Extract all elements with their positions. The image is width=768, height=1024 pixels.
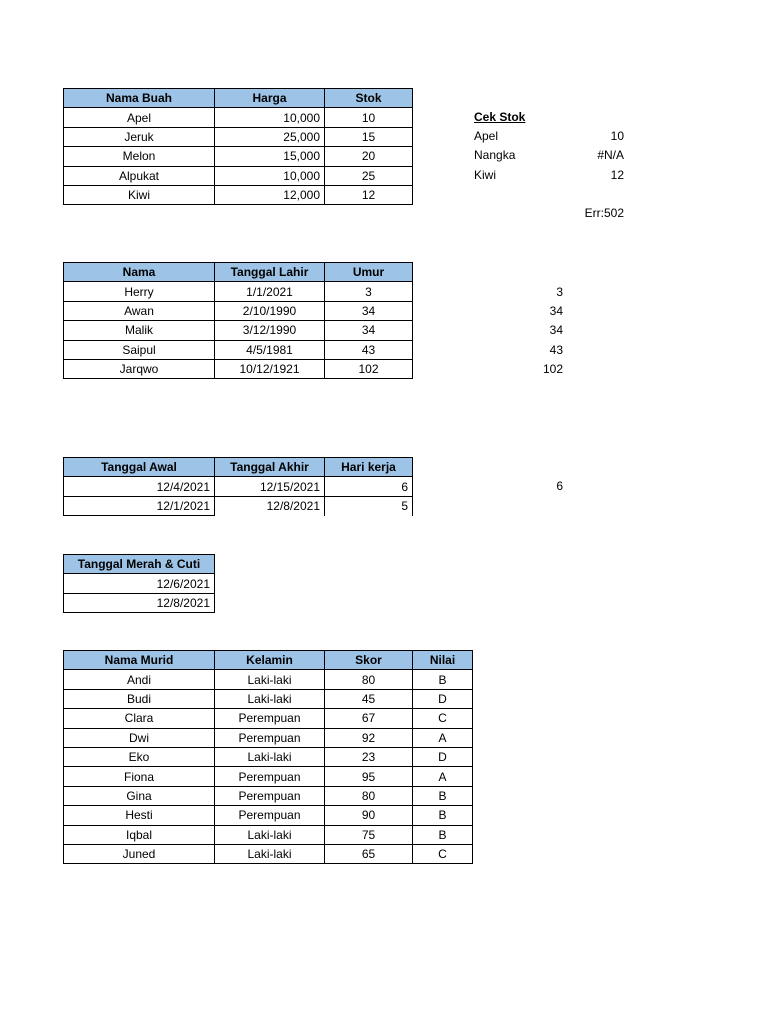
fruit-name-cell[interactable]: Alpukat [64, 166, 215, 185]
table-row [64, 321, 413, 340]
person-name-cell[interactable]: Saipul [64, 340, 215, 359]
cek-stok-item[interactable]: Nangka [474, 148, 516, 162]
fruit-header-name[interactable]: Nama Buah [64, 89, 215, 108]
cek-stok-item[interactable]: Apel [474, 129, 499, 143]
fruit-name-cell[interactable]: Apel [64, 108, 215, 127]
person-name-cell[interactable]: Malik [64, 321, 215, 340]
age-side-value[interactable]: 34 [549, 304, 563, 318]
table-row [64, 689, 473, 708]
workdays-header-count[interactable]: Hari kerja [325, 458, 413, 477]
table-row [64, 282, 413, 301]
student-score-cell[interactable]: 80 [325, 670, 413, 689]
table-row [64, 185, 413, 204]
age-cell[interactable]: 3 [325, 282, 413, 301]
student-grade-cell[interactable]: D [413, 747, 473, 766]
table-row [64, 301, 413, 320]
table-row [64, 574, 215, 593]
age-header-name[interactable]: Nama [64, 263, 215, 282]
fruit-price-cell[interactable]: 10,000 [215, 166, 325, 185]
table-row [64, 166, 413, 185]
student-name-cell[interactable]: Andi [64, 670, 215, 689]
birthdate-cell[interactable]: 10/12/1921 [215, 359, 325, 378]
cek-stok-value[interactable]: 10 [610, 129, 624, 143]
birthdate-cell[interactable]: 3/12/1990 [215, 321, 325, 340]
student-name-cell[interactable]: Hesti [64, 806, 215, 825]
end-date-cell[interactable]: 12/8/2021 [215, 496, 325, 515]
student-score-cell[interactable]: 65 [325, 844, 413, 863]
workdays-side-value[interactable]: 6 [556, 479, 563, 493]
age-header-row [64, 263, 413, 282]
table-row [64, 108, 413, 127]
age-side-value[interactable]: 43 [549, 343, 563, 357]
student-name-cell[interactable]: Juned [64, 844, 215, 863]
table-row [64, 477, 413, 496]
birthdate-cell[interactable]: 1/1/2021 [215, 282, 325, 301]
table-row [64, 786, 473, 805]
workdays-header-row [64, 458, 413, 477]
student-gender-cell[interactable]: Laki-laki [215, 747, 325, 766]
age-cell[interactable]: 34 [325, 321, 413, 340]
table-row [64, 340, 413, 359]
student-header-name[interactable]: Nama Murid [64, 651, 215, 670]
workdays-count-cell[interactable]: 5 [325, 496, 413, 515]
fruit-name-cell[interactable]: Melon [64, 147, 215, 166]
cek-stok-value[interactable]: #N/A [597, 148, 624, 162]
fruit-name-cell[interactable]: Kiwi [64, 185, 215, 204]
student-gender-cell[interactable]: Perempuan [215, 728, 325, 747]
table-row [64, 844, 473, 863]
holiday-date-cell[interactable]: 12/6/2021 [64, 574, 215, 593]
table-row [64, 593, 215, 612]
table-row [64, 709, 473, 728]
fruit-header-stock[interactable]: Stok [325, 89, 413, 108]
age-header-birthdate[interactable]: Tanggal Lahir [215, 263, 325, 282]
fruit-name-cell[interactable]: Jeruk [64, 127, 215, 146]
student-score-cell[interactable]: 90 [325, 806, 413, 825]
table-row [64, 767, 473, 786]
student-grade-cell[interactable]: A [413, 767, 473, 786]
age-side-value[interactable]: 34 [549, 323, 563, 337]
student-name-cell[interactable]: Clara [64, 709, 215, 728]
birthdate-cell[interactable]: 4/5/1981 [215, 340, 325, 359]
person-name-cell[interactable]: Herry [64, 282, 215, 301]
student-grade-cell[interactable]: D [413, 689, 473, 708]
workdays-table [63, 457, 413, 516]
table-row [64, 670, 473, 689]
student-grade-cell[interactable]: A [413, 728, 473, 747]
age-cell[interactable]: 102 [325, 359, 413, 378]
fruit-price-cell[interactable]: 25,000 [215, 127, 325, 146]
holiday-header-row [64, 555, 215, 574]
student-gender-cell[interactable]: Laki-laki [215, 689, 325, 708]
table-row [64, 147, 413, 166]
holiday-table [63, 554, 215, 613]
student-name-cell[interactable]: Gina [64, 786, 215, 805]
table-row [64, 496, 413, 515]
cek-stok-item[interactable]: Kiwi [474, 168, 497, 182]
fruit-header-row [64, 89, 413, 108]
student-score-cell[interactable]: 80 [325, 786, 413, 805]
age-cell[interactable]: 43 [325, 340, 413, 359]
holiday-header[interactable]: Tanggal Merah & Cuti [64, 555, 215, 574]
age-header-age[interactable]: Umur [325, 263, 413, 282]
student-table [63, 650, 473, 864]
student-name-cell[interactable]: Budi [64, 689, 215, 708]
student-gender-cell[interactable]: Perempuan [215, 709, 325, 728]
age-side-value[interactable]: 102 [542, 362, 563, 376]
student-grade-cell[interactable]: C [413, 709, 473, 728]
student-name-cell[interactable]: Fiona [64, 767, 215, 786]
student-gender-cell[interactable]: Perempuan [215, 806, 325, 825]
student-score-cell[interactable]: 67 [325, 709, 413, 728]
workdays-header-start[interactable]: Tanggal Awal [64, 458, 215, 477]
student-score-cell[interactable]: 92 [325, 728, 413, 747]
student-gender-cell[interactable]: Perempuan [215, 767, 325, 786]
student-grade-cell[interactable]: B [413, 806, 473, 825]
table-row [64, 728, 473, 747]
start-date-cell[interactable]: 12/1/2021 [64, 496, 215, 515]
fruit-stock-cell[interactable]: 25 [325, 166, 413, 185]
cek-stok-title[interactable]: Cek Stok [474, 110, 526, 124]
age-side-value[interactable]: 3 [556, 285, 563, 299]
workdays-count-cell[interactable]: 6 [325, 477, 413, 496]
age-cell[interactable]: 34 [325, 301, 413, 320]
age-table [63, 262, 413, 379]
table-row [64, 806, 473, 825]
student-score-cell[interactable]: 45 [325, 689, 413, 708]
fruit-table [63, 88, 413, 205]
start-date-cell[interactable]: 12/4/2021 [64, 477, 215, 496]
student-gender-cell[interactable]: Perempuan [215, 786, 325, 805]
fruit-stock-cell[interactable]: 20 [325, 147, 413, 166]
person-name-cell[interactable]: Jarqwo [64, 359, 215, 378]
student-header-row [64, 651, 473, 670]
table-row [64, 359, 413, 378]
student-gender-cell[interactable]: Laki-laki [215, 670, 325, 689]
student-score-cell[interactable]: 23 [325, 747, 413, 766]
fruit-price-cell[interactable]: 15,000 [215, 147, 325, 166]
birthdate-cell[interactable]: 2/10/1990 [215, 301, 325, 320]
fruit-stock-cell[interactable]: 15 [325, 127, 413, 146]
cek-stok-value[interactable]: 12 [610, 168, 624, 182]
holiday-date-cell[interactable]: 12/8/2021 [64, 593, 215, 612]
table-row [64, 825, 473, 844]
student-grade-cell[interactable]: B [413, 825, 473, 844]
student-header-score[interactable]: Skor [325, 651, 413, 670]
workdays-header-end[interactable]: Tanggal Akhir [215, 458, 325, 477]
student-name-cell[interactable]: Iqbal [64, 825, 215, 844]
student-grade-cell[interactable]: C [413, 844, 473, 863]
student-header-gender[interactable]: Kelamin [215, 651, 325, 670]
student-grade-cell[interactable]: B [413, 670, 473, 689]
table-row [64, 747, 473, 766]
student-gender-cell[interactable]: Laki-laki [215, 844, 325, 863]
student-name-cell[interactable]: Eko [64, 747, 215, 766]
student-name-cell[interactable]: Dwi [64, 728, 215, 747]
end-date-cell[interactable]: 12/15/2021 [215, 477, 325, 496]
fruit-price-cell[interactable]: 10,000 [215, 108, 325, 127]
student-header-grade[interactable]: Nilai [413, 651, 473, 670]
student-gender-cell[interactable]: Laki-laki [215, 825, 325, 844]
person-name-cell[interactable]: Awan [64, 301, 215, 320]
error-cell[interactable]: Err:502 [584, 206, 624, 220]
fruit-stock-cell[interactable]: 10 [325, 108, 413, 127]
student-grade-cell[interactable]: B [413, 786, 473, 805]
fruit-stock-cell[interactable]: 12 [325, 185, 413, 204]
table-row [64, 127, 413, 146]
student-score-cell[interactable]: 95 [325, 767, 413, 786]
student-score-cell[interactable]: 75 [325, 825, 413, 844]
fruit-price-cell[interactable]: 12,000 [215, 185, 325, 204]
fruit-header-price[interactable]: Harga [215, 89, 325, 108]
